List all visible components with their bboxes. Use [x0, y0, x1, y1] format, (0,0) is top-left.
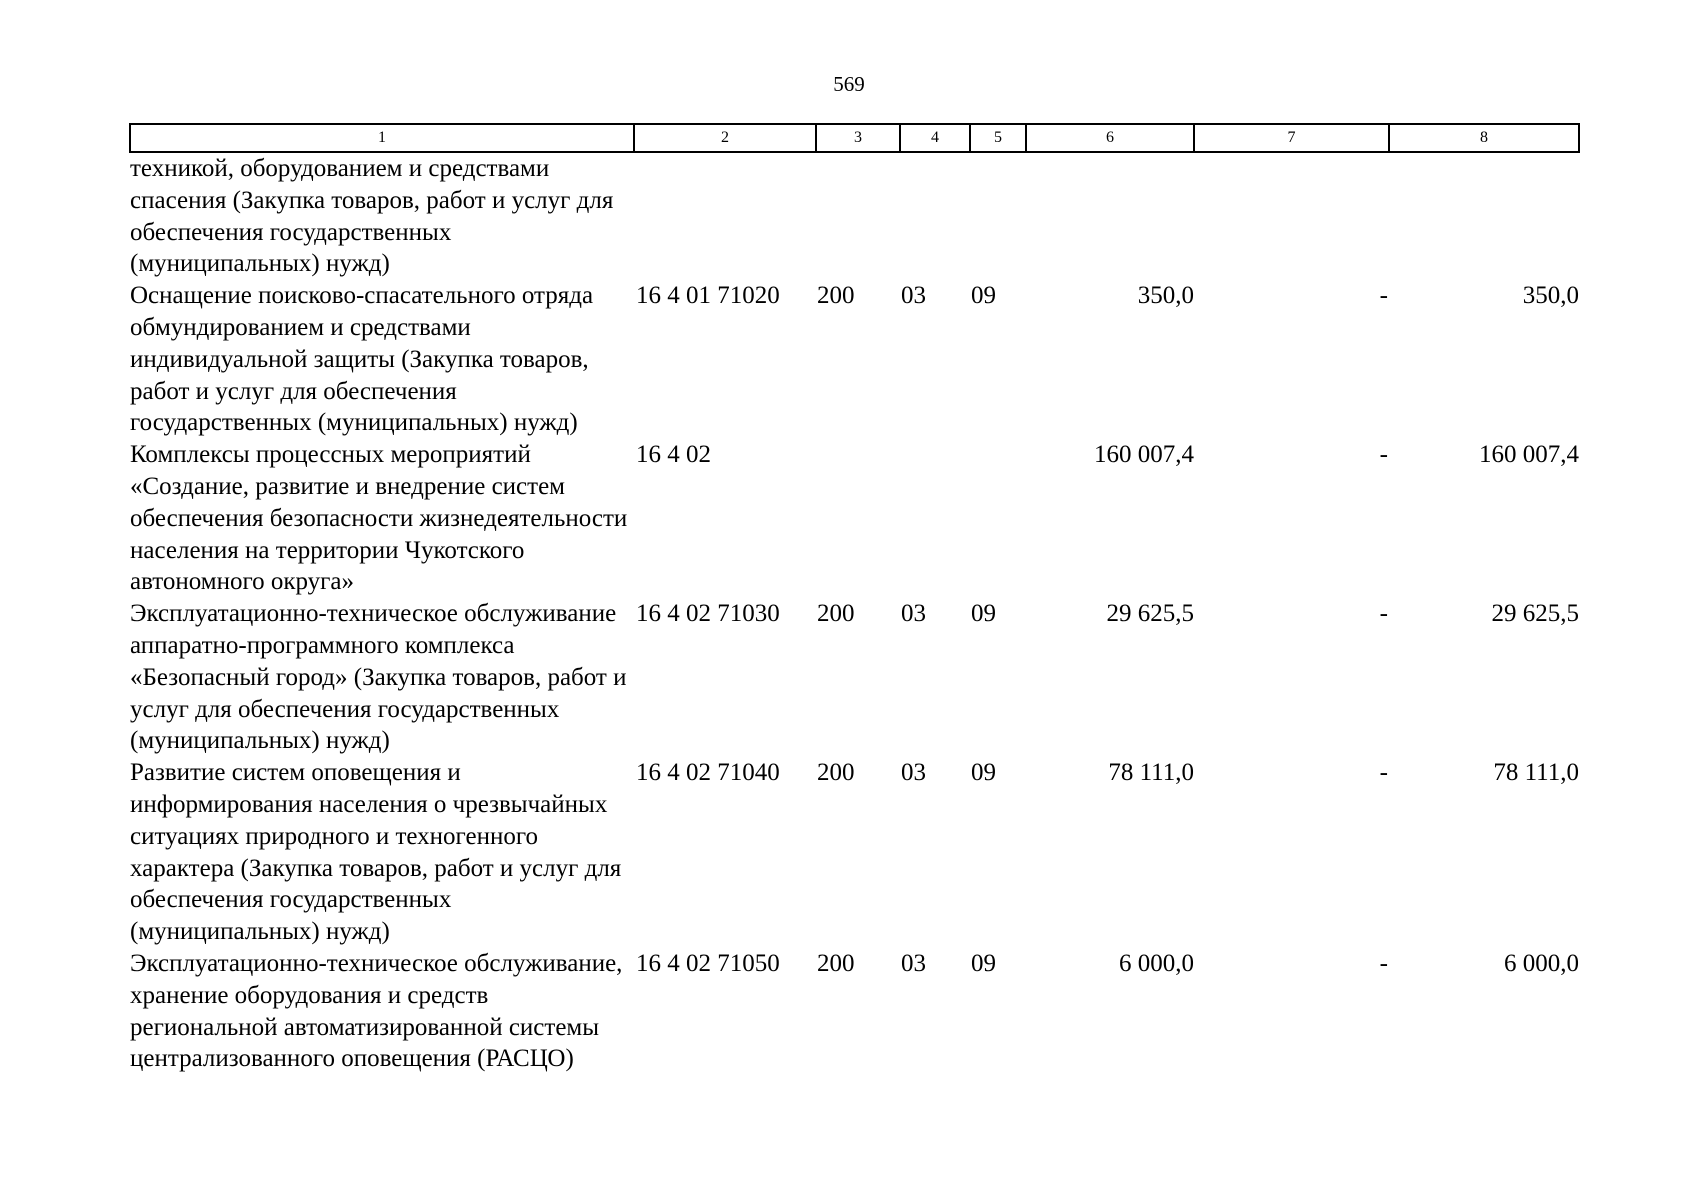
row-name: техникой, оборудованием и средствами спасения (Закупка товаров, работ и услуг для обеспечения государственных (муниципальных) нужд): [130, 155, 614, 278]
table-row: [130, 152, 1579, 280]
row-csr-code: 16 4 01 71020: [636, 282, 780, 310]
row-sum-federal: [1194, 439, 1389, 598]
row-sum-regional: [1389, 152, 1579, 280]
row-sum-federal-value: -: [1379, 282, 1388, 310]
page-number: 569: [833, 72, 865, 96]
header-row: [130, 124, 1579, 152]
table-row: [130, 280, 1579, 439]
row-csr-code: 16 4 02 71040: [636, 759, 780, 787]
header-col-7: 7: [1194, 124, 1389, 152]
row-name: Эксплуатационно-техническое обслуживание, хранение оборудования и средств региональной автоматизированной системы централизованного оповещения (РАСЦО): [130, 949, 623, 1073]
row-csr-code: 16 4 02 71030: [636, 600, 780, 628]
row-sum-federal-value: -: [1379, 441, 1388, 469]
row-sum-federal-value: -: [1379, 600, 1388, 628]
row-sum-total: 78 111,0: [1108, 759, 1194, 787]
row-vr-code: 200: [817, 759, 855, 787]
header-col-4: 4: [900, 124, 970, 152]
row-rz-code: 03: [901, 282, 926, 310]
row-vr-code: [816, 152, 900, 280]
row-name: Комплексы процессных мероприятий «Создание, развитие и внедрение систем обеспечения безопасности жизнедеятельности населения на территории Чукотского автономного округа»: [130, 441, 628, 596]
row-sum-total: 6 000,0: [1119, 949, 1194, 977]
table-row: [130, 757, 1579, 948]
table-row: [130, 598, 1579, 757]
row-sum-federal: [1194, 598, 1389, 757]
row-sum-federal-value: -: [1379, 759, 1388, 787]
table-row: [130, 948, 1579, 1075]
row-vr-code: 200: [817, 600, 855, 628]
row-sum-regional: 6 000,0: [1504, 949, 1579, 977]
row-pr-code: [970, 152, 1026, 280]
row-pr-code: 09: [971, 600, 996, 628]
row-pr-code: [970, 439, 1026, 598]
row-sum-regional: 160 007,4: [1479, 441, 1579, 469]
row-csr-code: 16 4 02: [636, 441, 711, 469]
header-col-1: 1: [130, 124, 634, 152]
row-sum-federal: [1194, 757, 1389, 948]
header-col-8: 8: [1389, 124, 1579, 152]
row-sum-total: 160 007,4: [1094, 441, 1194, 469]
header-col-3: 3: [816, 124, 900, 152]
row-name: Эксплуатационно-техническое обслуживание аппаратно-программного комплекса «Безопасный город» (Закупка товаров, работ и услуг для обеспечения государственных (муниципальных) нужд): [130, 600, 627, 755]
row-vr-code: 200: [817, 949, 855, 977]
row-vr-code: [816, 439, 900, 598]
header-col-2: 2: [634, 124, 816, 152]
row-sum-regional: 29 625,5: [1491, 600, 1579, 628]
row-rz-code: [900, 152, 970, 280]
row-name: Развитие систем оповещения и информирования населения о чрезвычайных ситуациях природного и техногенного характера (Закупка товаров, работ и услуг для обеспечения государственных (муниципальных) нужд): [130, 759, 622, 946]
row-rz-code: 03: [901, 759, 926, 787]
row-rz-code: 03: [901, 600, 926, 628]
row-rz-code: 03: [901, 949, 926, 977]
row-csr-code: [634, 152, 816, 280]
row-pr-code: 09: [971, 949, 996, 977]
row-sum-total: 350,0: [1137, 282, 1194, 310]
table-row: [130, 439, 1579, 598]
row-sum-total: [1026, 152, 1194, 280]
row-pr-code: 09: [971, 282, 996, 310]
row-csr-code: 16 4 02 71050: [636, 949, 780, 977]
row-sum-federal: [1194, 152, 1389, 280]
row-sum-regional: 350,0: [1522, 282, 1579, 310]
header-col-6: 6: [1026, 124, 1194, 152]
row-sum-federal: [1194, 948, 1389, 1075]
row-pr-code: 09: [971, 759, 996, 787]
row-sum-total: 29 625,5: [1106, 600, 1194, 628]
row-sum-federal-value: -: [1379, 949, 1388, 977]
row-sum-regional: 78 111,0: [1493, 759, 1579, 787]
row-sum-federal: [1194, 280, 1389, 439]
row-vr-code: 200: [817, 282, 855, 310]
row-name: Оснащение поисково-спасательного отряда обмундированием и средствами индивидуальной защиты (Закупка товаров, работ и услуг для обеспечения государственных (муниципальных) нужд): [130, 282, 594, 437]
header-col-5: 5: [970, 124, 1026, 152]
table-header: [130, 124, 1579, 152]
table-body: [130, 152, 1579, 1075]
budget-table: [129, 123, 1580, 1075]
row-rz-code: [900, 439, 970, 598]
